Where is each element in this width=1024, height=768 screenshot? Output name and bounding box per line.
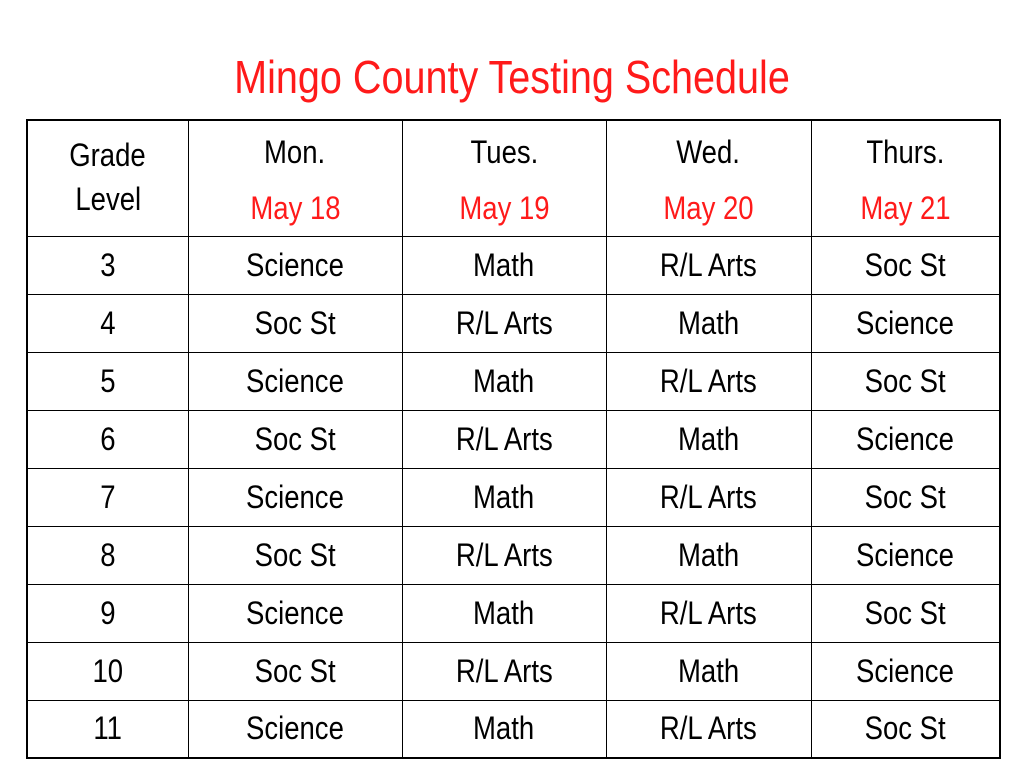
page-title: Mingo County Testing Schedule <box>234 51 790 103</box>
date-label: May 19 <box>458 190 550 226</box>
grade-value: 8 <box>100 536 116 573</box>
subject-cell <box>811 700 1000 758</box>
subject-cell <box>188 236 402 294</box>
table-row <box>27 294 1000 352</box>
table-header-row <box>27 120 1000 236</box>
subject-value: Math <box>677 304 740 341</box>
subject-value: R/L Arts <box>455 304 553 341</box>
grade-value: 3 <box>100 246 116 283</box>
subject-value: Math <box>677 652 740 689</box>
subject-cell <box>188 294 402 352</box>
grade-header-line-1: Grade <box>69 137 146 173</box>
grade-value: 9 <box>100 594 116 631</box>
subject-value: Soc St <box>254 652 336 689</box>
subject-cell <box>811 294 1000 352</box>
subject-value: Math <box>473 362 535 399</box>
date-label: May 20 <box>663 190 754 226</box>
subject-cell <box>811 468 1000 526</box>
subject-cell <box>188 584 402 642</box>
grade-value: 11 <box>93 710 123 747</box>
day-label: Tues. <box>470 134 538 170</box>
subject-value: Science <box>246 594 344 631</box>
subject-cell <box>188 410 402 468</box>
subject-value: Soc St <box>864 362 946 399</box>
subject-cell <box>606 526 811 584</box>
date-label: May 21 <box>860 190 951 226</box>
subject-value: Math <box>473 246 535 283</box>
day-header-mon <box>188 120 402 236</box>
subject-value: R/L Arts <box>660 594 757 631</box>
subject-value: Soc St <box>864 246 946 283</box>
subject-cell <box>811 410 1000 468</box>
subject-cell <box>402 236 606 294</box>
subject-cell <box>606 584 811 642</box>
subject-value: Math <box>677 420 740 457</box>
subject-cell <box>402 410 606 468</box>
grade-header-line-2: Level <box>74 181 141 217</box>
subject-value: Soc St <box>254 420 336 457</box>
subject-cell <box>402 294 606 352</box>
table-row <box>27 584 1000 642</box>
grade-level-header <box>27 120 188 236</box>
subject-cell <box>811 526 1000 584</box>
subject-value: Math <box>473 594 535 631</box>
subject-value: Soc St <box>864 594 946 631</box>
day-label: Wed. <box>676 134 741 170</box>
grade-value: 4 <box>100 304 116 341</box>
subject-cell <box>402 584 606 642</box>
subject-value: Soc St <box>864 710 946 747</box>
grade-value: 6 <box>100 420 116 457</box>
subject-value: R/L Arts <box>660 478 757 515</box>
subject-value: Science <box>246 362 344 399</box>
grade-value: 7 <box>100 478 116 515</box>
table-row <box>27 642 1000 700</box>
subject-cell <box>811 642 1000 700</box>
table-row <box>27 700 1000 758</box>
grade-cell <box>27 294 188 352</box>
subject-value: R/L Arts <box>455 652 553 689</box>
subject-cell <box>402 642 606 700</box>
grade-cell <box>27 584 188 642</box>
subject-cell <box>606 642 811 700</box>
subject-value: R/L Arts <box>660 710 757 747</box>
day-label: Mon. <box>264 134 326 170</box>
subject-value: Soc St <box>864 478 946 515</box>
table-row <box>27 352 1000 410</box>
subject-cell <box>811 584 1000 642</box>
subject-cell <box>811 236 1000 294</box>
subject-cell <box>402 526 606 584</box>
subject-value: Math <box>473 478 535 515</box>
grade-cell <box>27 642 188 700</box>
subject-value: Science <box>856 420 955 457</box>
subject-value: Soc St <box>254 536 336 573</box>
date-label: May 18 <box>249 190 341 226</box>
grade-cell <box>27 700 188 758</box>
grade-value: 10 <box>92 652 124 689</box>
subject-value: Science <box>246 710 344 747</box>
subject-value: Science <box>246 478 344 515</box>
subject-value: Science <box>246 246 344 283</box>
subject-cell <box>606 468 811 526</box>
grade-cell <box>27 468 188 526</box>
subject-value: Science <box>856 652 955 689</box>
subject-cell <box>402 700 606 758</box>
grade-value: 5 <box>100 362 116 399</box>
subject-cell <box>188 526 402 584</box>
table-row <box>27 468 1000 526</box>
subject-cell <box>188 468 402 526</box>
subject-value: Science <box>856 304 955 341</box>
subject-value: Soc St <box>254 304 336 341</box>
subject-cell <box>811 352 1000 410</box>
day-header-tues <box>402 120 606 236</box>
subject-cell <box>606 294 811 352</box>
grade-cell <box>27 410 188 468</box>
subject-value: R/L Arts <box>660 246 757 283</box>
subject-cell <box>402 352 606 410</box>
subject-value: R/L Arts <box>455 420 553 457</box>
subject-cell <box>188 700 402 758</box>
subject-cell <box>188 352 402 410</box>
grade-cell <box>27 352 188 410</box>
subject-cell <box>606 410 811 468</box>
day-header-wed <box>606 120 811 236</box>
grade-cell <box>27 236 188 294</box>
subject-value: R/L Arts <box>455 536 553 573</box>
day-header-thurs <box>811 120 1000 236</box>
testing-schedule-table <box>26 119 1001 759</box>
subject-value: Math <box>677 536 740 573</box>
subject-cell <box>188 642 402 700</box>
subject-cell <box>606 700 811 758</box>
subject-cell <box>402 468 606 526</box>
table-row <box>27 236 1000 294</box>
subject-cell <box>606 236 811 294</box>
subject-cell <box>606 352 811 410</box>
table-row <box>27 410 1000 468</box>
grade-cell <box>27 526 188 584</box>
subject-value: Science <box>856 536 955 573</box>
subject-value: Math <box>473 710 535 747</box>
table-row <box>27 526 1000 584</box>
day-label: Thurs. <box>866 134 945 170</box>
subject-value: R/L Arts <box>660 362 757 399</box>
